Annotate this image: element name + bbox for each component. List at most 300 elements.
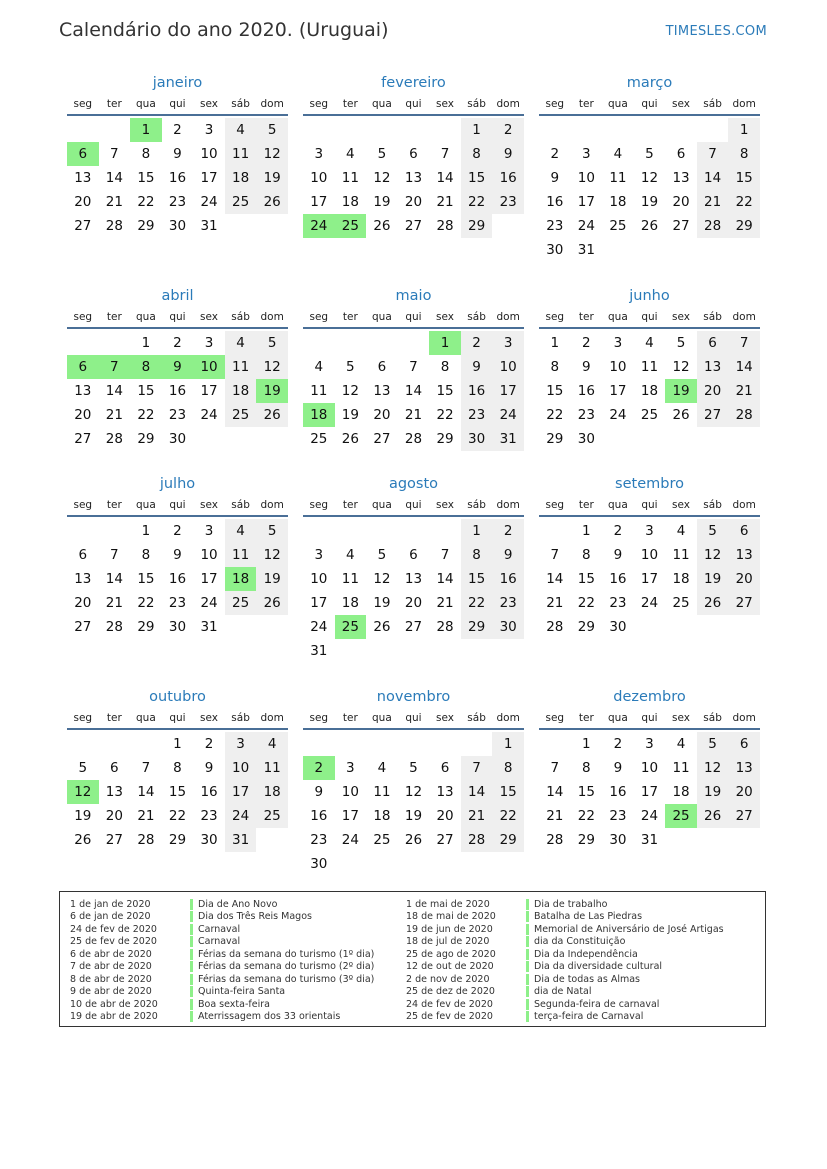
day-cell: 11 xyxy=(341,571,359,587)
legend-row xyxy=(70,923,374,936)
day-cell: 29 xyxy=(137,619,155,635)
day-cell: 22 xyxy=(137,595,155,611)
empty-cell xyxy=(429,732,461,756)
day-cell: 13 xyxy=(404,170,423,186)
month-name: maio xyxy=(395,288,432,304)
weekday-label: sáb xyxy=(231,311,250,323)
day-cell: 19 xyxy=(341,407,359,423)
day-cell: 26 xyxy=(341,431,359,447)
weekday-label: sex xyxy=(672,499,691,511)
day-cell: 9 xyxy=(162,355,194,379)
legend-holiday-name: Boa sexta-feira xyxy=(198,998,270,1010)
legend-date: 9 de abr de 2020 xyxy=(70,986,152,998)
month-fevereiro xyxy=(303,72,524,238)
legend-marker xyxy=(190,974,193,985)
day-cell: 26 xyxy=(697,804,729,828)
legend-row xyxy=(70,986,374,999)
legend-date: 18 de mai de 2020 xyxy=(406,911,496,923)
day-cell: 5 xyxy=(697,519,729,543)
day-cell: 24 xyxy=(577,218,595,234)
day-grid xyxy=(67,519,288,639)
day-cell: 11 xyxy=(256,756,288,780)
day-cell: 24 xyxy=(640,808,659,824)
day-grid xyxy=(303,118,524,238)
day-cell: 10 xyxy=(640,547,659,563)
empty-cell xyxy=(539,118,571,142)
weekday-label: ter xyxy=(106,712,122,724)
day-cell: 29 xyxy=(546,431,564,447)
day-cell: 23 xyxy=(577,407,595,423)
weekday-label: dom xyxy=(496,98,520,110)
day-grid xyxy=(67,331,288,451)
legend-marker xyxy=(526,924,529,935)
day-cell: 12 xyxy=(67,780,99,804)
weekday-label: sex xyxy=(436,98,455,110)
day-cell: 24 xyxy=(310,619,328,635)
day-cell: 23 xyxy=(168,194,187,210)
day-cell: 15 xyxy=(137,383,155,399)
weekday-label: qua xyxy=(372,98,392,110)
day-cell: 2 xyxy=(492,519,524,543)
weekday-label: sáb xyxy=(703,712,722,724)
day-cell: 18 xyxy=(225,166,257,190)
day-cell: 30 xyxy=(168,218,187,234)
day-cell: 22 xyxy=(577,595,595,611)
legend-row xyxy=(406,923,724,936)
month-outubro xyxy=(67,686,288,852)
weekday-label: dom xyxy=(496,499,520,511)
day-cell: 1 xyxy=(461,519,493,543)
weekday-label: qua xyxy=(608,712,628,724)
day-cell: 27 xyxy=(697,403,729,427)
weekday-label: seg xyxy=(73,712,93,724)
weekday-label: dom xyxy=(260,311,284,323)
legend-holiday-name: Batalha de Las Piedras xyxy=(534,911,643,923)
day-cell: 3 xyxy=(492,331,524,355)
day-cell: 27 xyxy=(404,218,423,234)
weekday-label: ter xyxy=(578,712,594,724)
day-cell: 8 xyxy=(461,142,493,166)
day-cell: 28 xyxy=(436,619,454,635)
day-cell: 2 xyxy=(613,736,623,752)
day-cell: 4 xyxy=(256,732,288,756)
legend-date: 6 de abr de 2020 xyxy=(70,948,152,960)
day-cell: 15 xyxy=(137,571,155,587)
legend-date: 6 de jan de 2020 xyxy=(70,911,151,923)
day-cell: 18 xyxy=(256,780,288,804)
day-cell: 4 xyxy=(346,547,355,563)
legend-row xyxy=(70,1011,374,1024)
legend-marker xyxy=(526,911,529,922)
day-cell: 6 xyxy=(440,760,450,776)
day-cell: 23 xyxy=(168,407,187,423)
day-cell: 18 xyxy=(225,567,257,591)
day-cell: 19 xyxy=(697,780,729,804)
legend-date: 1 de jan de 2020 xyxy=(70,898,151,910)
day-cell: 15 xyxy=(168,784,187,800)
day-cell: 11 xyxy=(672,760,690,776)
day-cell: 17 xyxy=(492,379,524,403)
weekday-label: ter xyxy=(106,98,122,110)
day-cell: 28 xyxy=(105,218,123,234)
month-name: junho xyxy=(629,288,670,304)
day-cell: 17 xyxy=(200,383,218,399)
empty-cell xyxy=(539,732,571,756)
day-cell: 21 xyxy=(137,808,155,824)
day-cell: 31 xyxy=(640,832,659,848)
day-cell: 20 xyxy=(373,407,391,423)
weekday-label: sáb xyxy=(467,712,486,724)
day-cell: 23 xyxy=(546,218,564,234)
legend-date: 24 de fev de 2020 xyxy=(406,998,493,1010)
day-cell: 21 xyxy=(105,194,123,210)
weekday-label: seg xyxy=(309,311,329,323)
day-cell: 30 xyxy=(609,619,627,635)
day-cell: 30 xyxy=(577,431,595,447)
day-cell: 13 xyxy=(728,756,760,780)
day-cell: 6 xyxy=(110,760,119,776)
empty-cell xyxy=(335,732,367,756)
day-cell: 5 xyxy=(256,331,288,355)
day-cell: 17 xyxy=(200,170,218,186)
month-name: dezembro xyxy=(613,689,686,705)
month-name: janeiro xyxy=(152,75,203,91)
holiday-legend xyxy=(59,891,766,1027)
weekday-label: dom xyxy=(260,712,284,724)
day-cell: 21 xyxy=(105,407,123,423)
day-cell: 5 xyxy=(346,359,355,375)
legend-holiday-name: Quinta-feira Santa xyxy=(198,986,286,998)
day-cell: 19 xyxy=(373,194,391,210)
site-link[interactable]: TIMESLES.COM xyxy=(665,24,767,39)
day-cell: 5 xyxy=(676,335,686,351)
day-cell: 27 xyxy=(74,218,92,234)
day-cell: 16 xyxy=(546,194,564,210)
legend-row xyxy=(70,998,374,1011)
empty-cell xyxy=(67,519,99,543)
legend-holiday-name: dia de Natal xyxy=(534,986,592,998)
day-cell: 4 xyxy=(314,359,324,375)
legend-row xyxy=(406,936,724,949)
day-cell: 15 xyxy=(728,166,760,190)
day-cell: 8 xyxy=(141,146,151,162)
legend-holiday-name: Memorial de Aniversário de José Artigas xyxy=(534,923,724,935)
day-cell: 13 xyxy=(404,571,423,587)
day-cell: 23 xyxy=(461,403,493,427)
day-cell: 7 xyxy=(110,146,119,162)
day-cell: 11 xyxy=(225,543,257,567)
weekday-label: dom xyxy=(496,712,520,724)
empty-cell xyxy=(335,519,367,543)
weekday-label: qua xyxy=(136,311,156,323)
day-cell: 27 xyxy=(404,619,423,635)
legend-row xyxy=(406,948,724,961)
legend-marker xyxy=(190,961,193,972)
weekday-label: dom xyxy=(496,311,520,323)
legend-marker xyxy=(526,1011,529,1022)
day-cell: 16 xyxy=(609,571,627,587)
legend-marker xyxy=(190,899,193,910)
day-cell: 28 xyxy=(728,403,760,427)
day-cell: 2 xyxy=(492,118,524,142)
day-cell: 31 xyxy=(577,242,595,258)
day-cell: 21 xyxy=(105,595,123,611)
weekday-label: sáb xyxy=(231,499,250,511)
day-cell: 22 xyxy=(137,194,155,210)
weekday-header xyxy=(539,710,760,730)
day-cell: 8 xyxy=(141,547,151,563)
legend-date: 8 de abr de 2020 xyxy=(70,973,152,985)
month-name: outubro xyxy=(149,689,206,705)
month-name: abril xyxy=(161,288,194,304)
day-cell: 10 xyxy=(609,359,627,375)
day-cell: 21 xyxy=(546,595,564,611)
day-cell: 7 xyxy=(728,331,760,355)
month-maio xyxy=(303,285,524,451)
day-cell: 29 xyxy=(168,832,187,848)
weekday-label: qui xyxy=(405,712,422,724)
day-cell: 15 xyxy=(137,170,155,186)
day-cell: 10 xyxy=(492,355,524,379)
legend-date: 25 de ago de 2020 xyxy=(406,948,496,960)
day-cell: 25 xyxy=(225,190,257,214)
day-cell: 3 xyxy=(314,547,324,563)
day-cell: 12 xyxy=(404,784,423,800)
day-cell: 28 xyxy=(137,832,155,848)
day-cell: 14 xyxy=(105,170,123,186)
day-cell: 25 xyxy=(609,218,627,234)
day-cell: 16 xyxy=(609,784,627,800)
empty-cell xyxy=(398,118,430,142)
day-cell: 16 xyxy=(492,567,524,591)
day-cell: 30 xyxy=(310,856,328,872)
day-cell: 28 xyxy=(436,218,454,234)
legend-row xyxy=(406,973,724,986)
day-cell: 16 xyxy=(168,383,187,399)
weekday-label: sáb xyxy=(231,712,250,724)
legend-date: 19 de abr de 2020 xyxy=(70,1011,158,1023)
day-cell: 26 xyxy=(256,190,288,214)
weekday-label: qua xyxy=(372,712,392,724)
empty-cell xyxy=(99,118,131,142)
day-cell: 23 xyxy=(492,591,524,615)
day-cell: 27 xyxy=(74,619,92,635)
weekday-label: qua xyxy=(372,499,392,511)
day-cell: 22 xyxy=(436,407,454,423)
month-name: fevereiro xyxy=(381,75,446,91)
empty-cell xyxy=(398,519,430,543)
day-cell: 14 xyxy=(105,571,123,587)
day-cell: 18 xyxy=(341,595,359,611)
weekday-header xyxy=(303,710,524,730)
day-cell: 6 xyxy=(409,547,418,563)
day-cell: 14 xyxy=(697,166,729,190)
empty-cell xyxy=(539,519,571,543)
day-cell: 13 xyxy=(105,784,123,800)
legend-marker xyxy=(526,899,529,910)
weekday-label: qua xyxy=(608,499,628,511)
day-cell: 31 xyxy=(200,619,218,635)
day-cell: 14 xyxy=(137,784,155,800)
day-cell: 13 xyxy=(74,170,92,186)
day-cell: 2 xyxy=(550,146,560,162)
day-cell: 28 xyxy=(105,619,123,635)
day-cell: 14 xyxy=(461,780,493,804)
day-cell: 6 xyxy=(728,519,760,543)
day-cell: 26 xyxy=(256,591,288,615)
day-cell: 8 xyxy=(173,760,182,776)
day-cell: 16 xyxy=(461,379,493,403)
empty-cell xyxy=(429,118,461,142)
weekday-label: qui xyxy=(169,98,186,110)
empty-cell xyxy=(303,118,335,142)
day-cell: 16 xyxy=(577,383,595,399)
weekday-label: qui xyxy=(641,311,658,323)
day-cell: 14 xyxy=(546,571,564,587)
weekday-header xyxy=(303,96,524,116)
day-cell: 20 xyxy=(404,194,423,210)
legend-marker xyxy=(526,974,529,985)
day-cell: 16 xyxy=(492,166,524,190)
empty-cell xyxy=(602,118,634,142)
weekday-label: dom xyxy=(732,98,756,110)
day-cell: 7 xyxy=(141,760,151,776)
day-cell: 5 xyxy=(256,118,288,142)
day-cell: 13 xyxy=(728,543,760,567)
weekday-label: qui xyxy=(405,311,422,323)
legend-row xyxy=(70,898,374,911)
day-cell: 15 xyxy=(461,567,493,591)
legend-holiday-name: Dia da diversidade cultural xyxy=(534,961,663,973)
day-cell: 11 xyxy=(225,355,257,379)
weekday-label: sáb xyxy=(703,499,722,511)
day-cell: 10 xyxy=(310,170,328,186)
legend-holiday-name: dia da Constituição xyxy=(534,936,626,948)
day-cell: 29 xyxy=(728,214,760,238)
day-cell: 18 xyxy=(341,194,359,210)
day-cell: 17 xyxy=(640,784,659,800)
day-cell: 6 xyxy=(697,331,729,355)
empty-cell xyxy=(634,118,666,142)
day-cell: 23 xyxy=(609,808,627,824)
empty-cell xyxy=(571,118,603,142)
day-cell: 6 xyxy=(67,355,99,379)
month-julho xyxy=(67,473,288,639)
weekday-label: ter xyxy=(106,499,122,511)
day-cell: 12 xyxy=(640,170,659,186)
weekday-label: qua xyxy=(608,311,628,323)
day-cell: 7 xyxy=(99,355,131,379)
day-cell: 11 xyxy=(225,142,257,166)
day-cell: 31 xyxy=(225,828,257,852)
day-cell: 8 xyxy=(492,756,524,780)
day-cell: 23 xyxy=(609,595,627,611)
legend-row xyxy=(406,961,724,974)
empty-cell xyxy=(303,519,335,543)
legend-holiday-name: terça-feira de Carnaval xyxy=(534,1011,644,1023)
day-cell: 4 xyxy=(613,146,623,162)
day-cell: 28 xyxy=(697,214,729,238)
day-cell: 21 xyxy=(436,194,454,210)
day-cell: 26 xyxy=(74,832,92,848)
weekday-label: sex xyxy=(200,712,219,724)
day-cell: 8 xyxy=(582,760,591,776)
legend-date: 19 de jun de 2020 xyxy=(406,923,493,935)
legend-marker xyxy=(190,936,193,947)
day-cell: 6 xyxy=(676,146,686,162)
day-cell: 24 xyxy=(200,194,218,210)
legend-holiday-name: Carnaval xyxy=(198,936,241,948)
month-março xyxy=(539,72,760,262)
weekday-header xyxy=(303,309,524,329)
day-cell: 20 xyxy=(436,808,454,824)
day-cell: 17 xyxy=(200,571,218,587)
weekday-label: dom xyxy=(732,499,756,511)
legend-row xyxy=(70,948,374,961)
day-cell: 25 xyxy=(310,431,328,447)
day-cell: 1 xyxy=(550,335,560,351)
weekday-header xyxy=(67,96,288,116)
legend-row xyxy=(70,911,374,924)
day-cell: 29 xyxy=(577,619,595,635)
day-cell: 26 xyxy=(640,218,659,234)
day-cell: 17 xyxy=(577,194,595,210)
day-cell: 6 xyxy=(377,359,387,375)
day-cell: 4 xyxy=(225,118,257,142)
weekday-label: seg xyxy=(545,712,565,724)
legend-row xyxy=(406,911,724,924)
day-cell: 30 xyxy=(168,619,187,635)
day-cell: 13 xyxy=(672,170,690,186)
day-cell: 25 xyxy=(373,832,391,848)
empty-cell xyxy=(366,118,398,142)
day-cell: 7 xyxy=(461,756,493,780)
day-cell: 24 xyxy=(225,804,257,828)
legend-marker xyxy=(526,949,529,960)
legend-holiday-name: Férias da semana do turismo (3º dia) xyxy=(198,973,375,985)
legend-marker xyxy=(190,911,193,922)
day-cell: 10 xyxy=(200,146,218,162)
day-cell: 25 xyxy=(335,615,367,639)
weekday-label: seg xyxy=(309,98,329,110)
day-cell: 30 xyxy=(492,615,524,639)
day-cell: 8 xyxy=(461,543,493,567)
day-cell: 8 xyxy=(582,547,591,563)
weekday-label: seg xyxy=(545,311,565,323)
weekday-label: ter xyxy=(578,311,594,323)
page-title: Calendário do ano 2020. (Uruguai) xyxy=(59,19,389,41)
day-cell: 23 xyxy=(200,808,218,824)
day-cell: 9 xyxy=(613,547,623,563)
legend-marker xyxy=(190,999,193,1010)
day-cell: 1 xyxy=(173,736,182,752)
weekday-label: seg xyxy=(73,311,93,323)
day-cell: 3 xyxy=(582,146,591,162)
day-cell: 12 xyxy=(256,142,288,166)
legend-holiday-name: Férias da semana do turismo (2º dia) xyxy=(198,961,375,973)
empty-cell xyxy=(303,732,335,756)
day-cell: 1 xyxy=(130,118,162,142)
legend-holiday-name: Dia de Ano Novo xyxy=(198,898,278,910)
day-cell: 16 xyxy=(310,808,328,824)
day-cell: 19 xyxy=(697,567,729,591)
month-setembro xyxy=(539,473,760,639)
day-cell: 26 xyxy=(256,403,288,427)
day-cell: 4 xyxy=(676,523,686,539)
day-cell: 4 xyxy=(676,736,686,752)
day-cell: 27 xyxy=(373,431,391,447)
day-cell: 5 xyxy=(256,519,288,543)
